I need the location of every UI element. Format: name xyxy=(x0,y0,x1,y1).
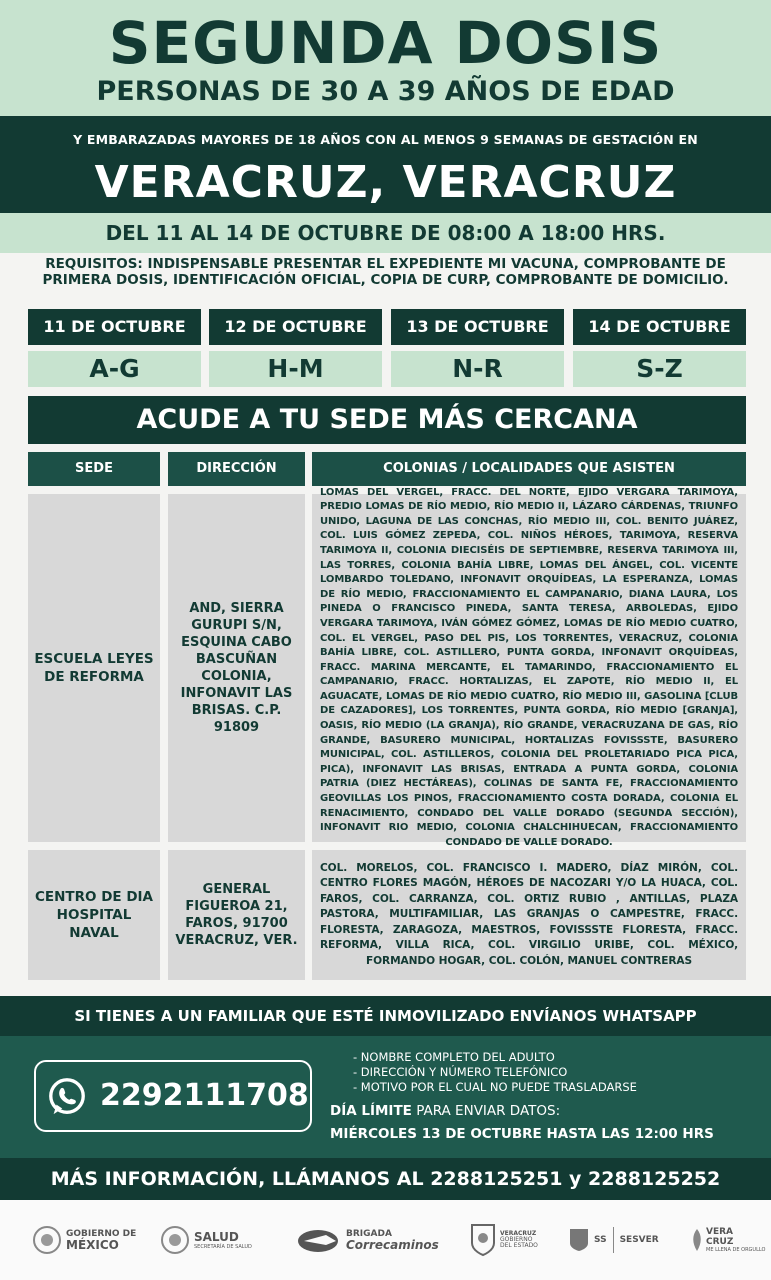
table-header-sede: SEDE xyxy=(28,452,160,486)
logo-text: SS xyxy=(594,1235,607,1245)
row2-sede-text: CENTRO DE DIA HOSPITAL NAVAL xyxy=(34,889,153,941)
logo-text: SALUD xyxy=(194,1229,239,1244)
logo-text: DEL ESTADO xyxy=(500,1242,538,1249)
schedule-day-label: 11 DE OCTUBRE xyxy=(28,309,201,345)
row2-colonias-text: COL. MORELOS, COL. FRANCISCO I. MADERO, DÍAZ MIRÓN, COL. CENTRO FLORES MAGÓN, HÉROES DE NACOZARI Y/O LA HUACA, COL. FAROS, COL. CARRANZA, COL. ORTIZ RUBIO , ANTILLAS, PLAZA PASTORA, MULTIFAMILIAR, LAS GRANJAS O CAMPESTRE, FRACC. FLORESTA, ZARAGOZA, MAESTROS, FOVISSSTE FLORESTA, FRACC. REFORMA, VILLA RICA, COL. VIRGILIO URIBE, COL. MÉXICO, FORMANDO HOGAR, COL. COLÓN, MANUEL CONTRERAS xyxy=(320,862,738,967)
schedule-day-3 xyxy=(391,309,564,387)
leaf-icon xyxy=(690,1227,704,1253)
schedule-letters: H-M xyxy=(209,351,382,387)
whatsapp-phone-number[interactable]: 2292111708 xyxy=(100,1078,309,1113)
nearest-site-banner: ACUDE A TU SEDE MÁS CERCANA xyxy=(28,396,746,444)
row1-direccion xyxy=(168,494,305,842)
pregnant-note: Y EMBARAZADAS MAYORES DE 18 AÑOS CON AL MENOS 9 SEMANAS DE GESTACIÓN EN xyxy=(73,132,698,147)
logo-text: Correcaminos xyxy=(346,1237,439,1252)
sesver-logo xyxy=(568,1220,659,1260)
row1-sede xyxy=(28,494,160,842)
schedule-grid xyxy=(28,309,746,387)
whatsapp-phone-box[interactable] xyxy=(34,1060,312,1132)
eagle-seal-icon xyxy=(160,1225,190,1255)
logo-text: MÉXICO xyxy=(66,1237,119,1252)
deadline-line xyxy=(330,1103,560,1119)
whatsapp-icon xyxy=(46,1076,88,1118)
row2-direccion-text: GENERAL FIGUEROA 21, FAROS, 91700 VERACRUZ, VER. xyxy=(175,882,298,948)
requirements-text: REQUISITOS: INDISPENSABLE PRESENTAR EL EXPEDIENTE MI VACUNA, COMPROBANTE DE PRIMERA DOSIS, IDENTIFICACIÓN OFICIAL, COPIA DE CURP, COMPROBANTE DE DOMICILIO. xyxy=(42,256,729,288)
logo-text: ME LLENA DE ORGULLO xyxy=(706,1247,766,1253)
deadline-label: DÍA LÍMITE xyxy=(330,1103,412,1119)
page-subtitle: PERSONAS DE 30 A 39 AÑOS DE EDAD xyxy=(96,76,675,107)
row2-colonias xyxy=(312,850,746,980)
row1-colonias xyxy=(312,486,746,848)
row2-direccion xyxy=(168,850,305,980)
logo-text: VERACRUZ xyxy=(500,1230,537,1237)
whatsapp-bullet: - MOTIVO POR EL CUAL NO PUEDE TRASLADARSE xyxy=(353,1080,637,1094)
schedule-day-1 xyxy=(28,309,201,387)
veracruz-orgullo-logo xyxy=(690,1220,765,1260)
schedule-day-label: 13 DE OCTUBRE xyxy=(391,309,564,345)
schedule-day-label: 12 DE OCTUBRE xyxy=(209,309,382,345)
whatsapp-section xyxy=(0,1036,771,1158)
schedule-day-2 xyxy=(209,309,382,387)
logo-text: BRIGADA xyxy=(346,1228,392,1239)
whatsapp-requirements xyxy=(353,1050,637,1095)
logo-text: CRUZ xyxy=(706,1237,734,1247)
whatsapp-bullet: - NOMBRE COMPLETO DEL ADULTO xyxy=(353,1050,555,1064)
whatsapp-bullet: - DIRECCIÓN Y NÚMERO TELEFÓNICO xyxy=(353,1065,568,1079)
gobierno-mexico-logo xyxy=(32,1220,136,1260)
deadline-date: MIÉRCOLES 13 DE OCTUBRE HASTA LAS 12:00 HRS xyxy=(330,1126,714,1142)
row2-sede xyxy=(28,850,160,980)
title-banner xyxy=(0,0,771,116)
table-header-colonias: COLONIAS / LOCALIDADES QUE ASISTEN xyxy=(312,452,746,486)
dates-banner: DEL 11 AL 14 DE OCTUBRE DE 08:00 A 18:00 HRS. xyxy=(0,213,771,253)
eagle-seal-icon xyxy=(32,1225,62,1255)
whatsapp-banner: SI TIENES A UN FAMILIAR QUE ESTÉ INMOVILIZADO ENVÍANOS WHATSAPP xyxy=(0,996,771,1036)
row1-direccion-text: AND, SIERRA GURUPI S/N, ESQUINA CABO BASCUÑAN COLONIA, INFONAVIT LAS BRISAS. C.P. 91809 xyxy=(180,601,293,735)
coat-of-arms-icon xyxy=(470,1223,496,1257)
logo-text: GOBIERNO xyxy=(500,1236,533,1243)
schedule-day-label: 14 DE OCTUBRE xyxy=(573,309,746,345)
deadline-rest: PARA ENVIAR DATOS: xyxy=(416,1103,561,1119)
schedule-day-4 xyxy=(573,309,746,387)
logo-text: VERA xyxy=(706,1227,734,1237)
logo-text: GOBIERNO DE xyxy=(66,1228,137,1239)
veracruz-gobierno-logo xyxy=(470,1220,538,1260)
brigada-correcaminos-logo xyxy=(296,1220,439,1260)
row1-sede-text: ESCUELA LEYES DE REFORMA xyxy=(34,651,154,685)
logo-strip xyxy=(0,1200,771,1280)
logo-divider xyxy=(613,1227,614,1253)
row1-colonias-text: LOMAS DEL VERGEL, FRACC. DEL NORTE, EJIDO VERGARA TARIMOYA, PREDIO LOMAS DE RÍO MEDIO, RÍO MEDIO II, LÁZARO CÁRDENAS, TRIUNFO UNIDO, LAGUNA DE LAS CONCHAS, RÍO MEDIO III, COL. BENITO JUÁREZ, COL. LUIS GÓMEZ ZEPEDA, COL. NIÑOS HÉROES, TARIMOYA, RESERVA TARIMOYA II, COLONIA DIECISÉIS DE SEPTIEMBRE, RESERVA TARIMOYA III, LAS TORRES, COLONIA BAHÍA LIBRE, LOMAS DEL ÁNGEL, COL. VICENTE LOMBARDO TOLEDANO, INFONAVIT ORQUÍDEAS, LA ESPERANZA, LOMAS DE RÍO MEDIO, FRACCIONAMIENTO EL CAMPANARIO, DIANA LAURA, LOS PINEDA O FRANCISCO PINEDA, SANTA TERESA, ARBOLEDAS, EJIDO VERGARA TARIMOYA, IVÁN GÓMEZ GÓMEZ, LOMAS DE RÍO MEDIO CUATRO, COL. EL VERGEL, PASO DEL PIS, LOS TORRENTES, VERACRUZ, COLONIA BAHÍA LIBRE, COL. ASTILLERO, PUNTA GORDA, INFONAVIT ORQUÍDEAS, FRACC. MARINA MERCANTE, EL TAMARINDO, FRACCIONAMIENTO EL CAMPANARIO, FRACC. HORTALIZAS, EL ZAPOTE, RÍO MEDIO II, EL AGUACATE, LOMAS DE RÍO MEDIO CUATRO, RÍO MEDIO III, GASOLINA [CLUB DE CAZADORES], LOS TORRENTES, PUNTA GORDA, RÍO MEDIO [GRANJA], OASIS, RÍO MEDIO (LA GRANJA), RÍO GRANDE, VERACRUZANA DE GAS, RÍO GRANDE, BASURERO MUNICIPAL, HORTALIZAS FOVISSSTE, BASURERO MUNICIPAL, COL. ASTILLEROS, COLONIA DEL PROLETARIADO PICA PICA, PICA), INFONAVIT LAS BRISAS, ENTRADA A PUNTA GORDA, COLONIA PATRIA (DIEZ HECTÁREAS), COLINAS DE SANTA FE, FRACCIONAMIENTO GEOVILLAS LOS PINOS, FRACCIONAMIENTO COSTA DORADA, COLONIA EL RENACIMIENTO, CONDADO DEL VALLE DORADO (SEGUNDA SECCIÓN), INFONAVIT RIO MEDIO, COLONIA CHALCHIHUECAN, FRACCIONAMIENTO CONDADO DE VALLE DORADO. xyxy=(320,486,738,848)
location-title: VERACRUZ, VERACRUZ xyxy=(94,157,677,208)
more-info-banner: MÁS INFORMACIÓN, LLÁMANOS AL 2288125251 y 2288125252 xyxy=(0,1158,771,1200)
coat-of-arms-icon xyxy=(568,1227,590,1253)
schedule-letters: N-R xyxy=(391,351,564,387)
logo-text: SESVER xyxy=(619,1235,659,1245)
page-title: SEGUNDA DOSIS xyxy=(108,9,663,77)
schedule-letters: A-G xyxy=(28,351,201,387)
table-header-direccion: DIRECCIÓN xyxy=(168,452,305,486)
salud-logo xyxy=(160,1220,252,1260)
roadrunner-icon xyxy=(296,1225,342,1255)
schedule-letters: S-Z xyxy=(573,351,746,387)
logo-text: SECRETARÍA DE SALUD xyxy=(194,1243,252,1250)
